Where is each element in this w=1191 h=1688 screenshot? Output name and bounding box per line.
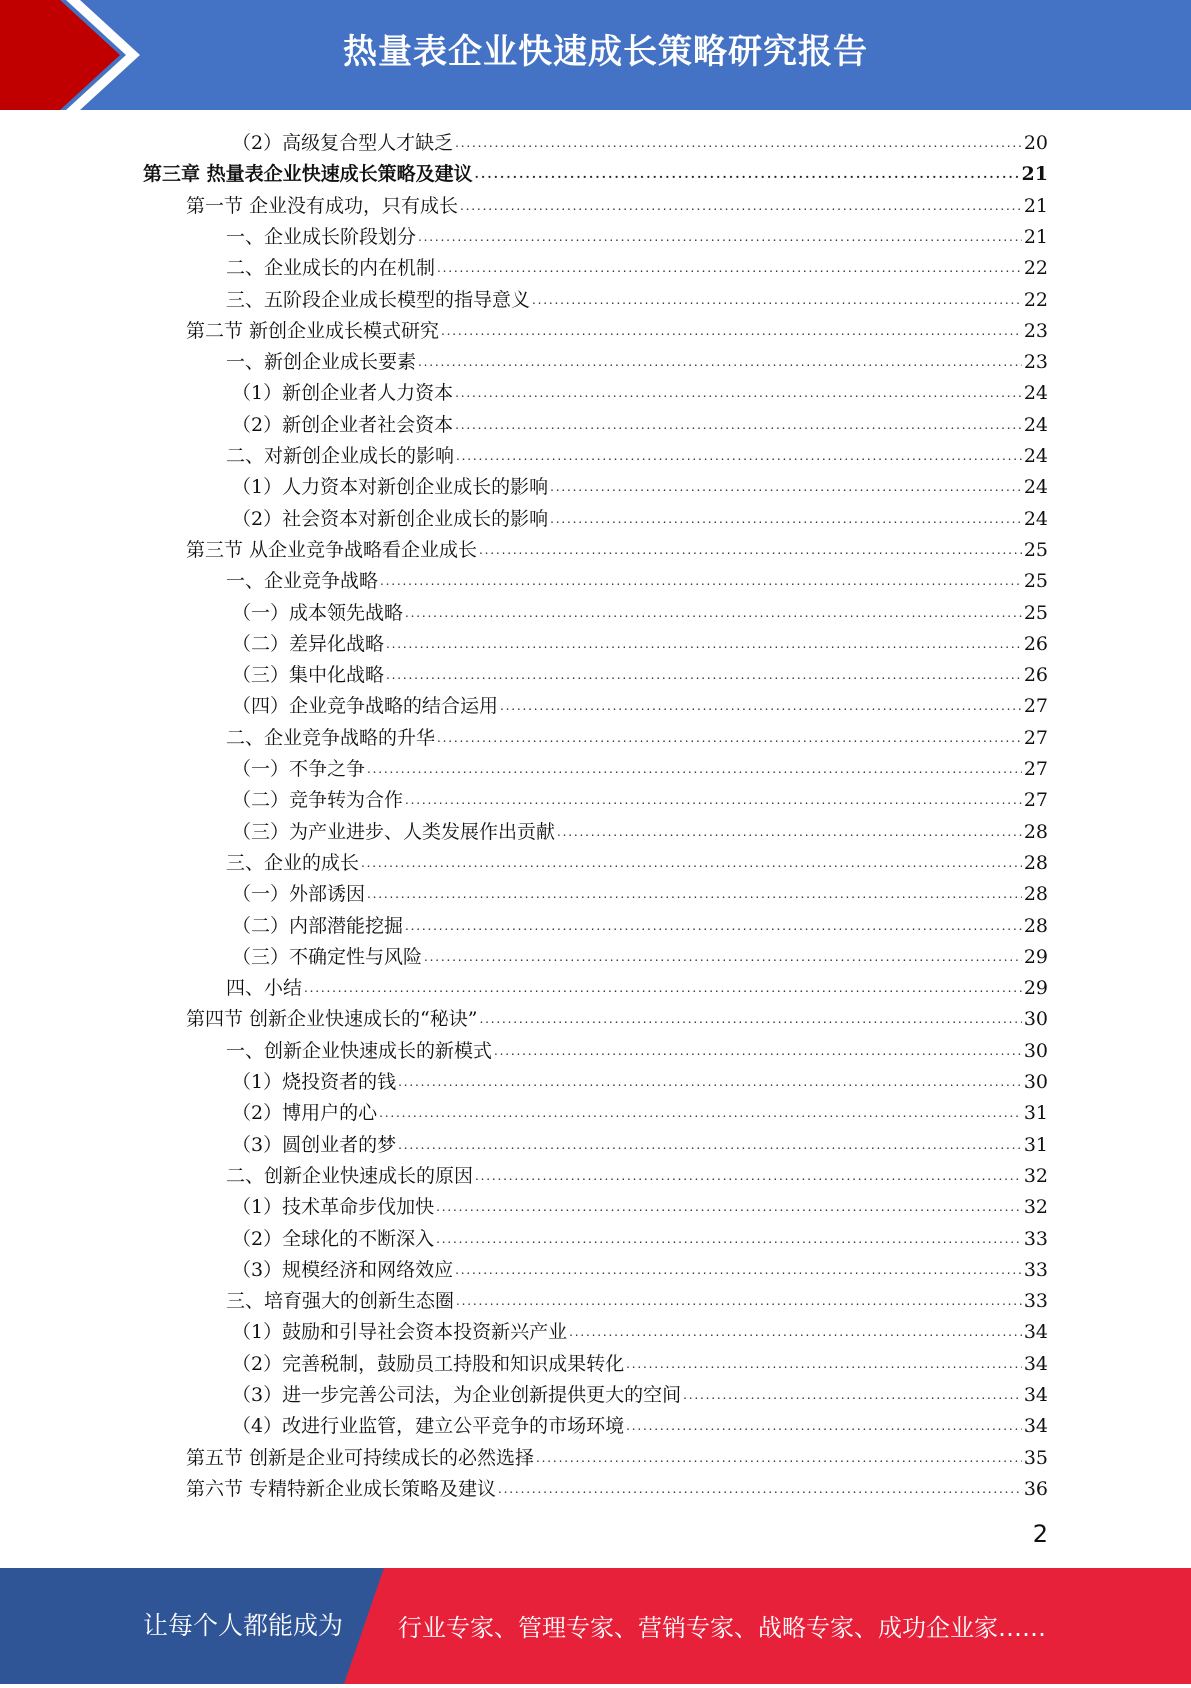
toc-entry-label: （三）不确定性与风险 xyxy=(232,945,423,968)
toc-entry-label: （一）外部诱因 xyxy=(232,883,366,906)
toc-entry-label: （二）差异化战略 xyxy=(232,632,385,655)
toc-entry-label: （2）新创企业者社会资本 xyxy=(232,413,454,436)
toc-entry-label: 二、企业成长的内在机制 xyxy=(226,257,436,280)
toc-entry-label: （2）全球化的不断深入 xyxy=(232,1227,435,1250)
toc-entry-label: 第四节 创新企业快速成长的“秘诀” xyxy=(186,1008,478,1031)
toc-entry-page-number: 27 xyxy=(1023,726,1048,749)
toc-entry[interactable] xyxy=(232,691,1048,722)
toc-dot-leader xyxy=(436,1222,1022,1255)
toc-entry[interactable] xyxy=(232,1130,1048,1161)
toc-entry[interactable] xyxy=(226,973,1048,1004)
toc-dot-leader xyxy=(479,533,1022,566)
toc-dot-leader xyxy=(683,1378,1022,1411)
toc-entry-page-number: 30 xyxy=(1023,1039,1048,1062)
footer-banner xyxy=(0,1568,1191,1684)
toc-dot-leader xyxy=(479,1002,1021,1035)
toc-entry-page-number: 25 xyxy=(1023,601,1048,624)
toc-entry-label: （2）高级复合型人才缺乏 xyxy=(232,132,454,154)
toc-entry[interactable] xyxy=(232,879,1048,910)
toc-entry-label: 第三章 热量表企业快速成长策略及建议 xyxy=(143,163,473,186)
toc-entry[interactable] xyxy=(232,1098,1048,1129)
toc-entry[interactable] xyxy=(232,754,1048,785)
toc-entry[interactable] xyxy=(186,316,1048,347)
toc-entry-page-number: 24 xyxy=(1023,445,1048,467)
toc-entry[interactable] xyxy=(226,253,1048,284)
toc-entry-page-number: 34 xyxy=(1023,1415,1048,1438)
toc-entry-page-number: 27 xyxy=(1023,695,1048,718)
toc-entry-label: 第六节 专精特新企业成长策略及建议 xyxy=(186,1477,497,1500)
toc-entry[interactable] xyxy=(232,1349,1048,1380)
toc-entry-page-number: 34 xyxy=(1023,1321,1048,1344)
toc-entry[interactable] xyxy=(232,472,1048,503)
toc-entry[interactable] xyxy=(226,222,1048,253)
toc-entry[interactable] xyxy=(186,535,1048,566)
toc-dot-leader xyxy=(460,189,1022,222)
toc-entry[interactable] xyxy=(226,848,1048,879)
toc-entry-page-number: 23 xyxy=(1023,319,1048,342)
toc-entry-label: （3）规模经济和网络效应 xyxy=(232,1258,454,1281)
toc-entry-page-number: 25 xyxy=(1023,538,1048,561)
toc-entry-page-number: 30 xyxy=(1023,1071,1048,1093)
toc-entry-label: （4）改进行业监管，建立公平竞争的市场环境 xyxy=(232,1415,625,1438)
toc-dot-leader xyxy=(550,470,1022,503)
footer-slogan-left: 让每个人都能成为 xyxy=(143,1611,344,1640)
toc-entry-page-number: 28 xyxy=(1023,883,1048,906)
toc-entry[interactable] xyxy=(232,629,1048,660)
toc-entry-label: 一、企业竞争战略 xyxy=(226,570,379,593)
toc-entry-page-number: 33 xyxy=(1023,1290,1048,1313)
toc-dot-leader xyxy=(532,283,1022,316)
toc-entry-page-number: 33 xyxy=(1023,1227,1048,1250)
toc-dot-leader xyxy=(626,1409,1022,1442)
toc-entry-label: （二）竞争转为合作 xyxy=(232,789,404,812)
toc-entry-page-number: 34 xyxy=(1023,1384,1048,1406)
toc-entry-label: （2）博用户的心 xyxy=(232,1102,378,1125)
toc-entry[interactable] xyxy=(232,1380,1048,1411)
toc-dot-leader xyxy=(550,502,1022,535)
toc-entry-page-number: 29 xyxy=(1023,945,1048,968)
toc-entry[interactable] xyxy=(232,378,1048,409)
toc-entry-label: 四、小结 xyxy=(226,977,303,1000)
toc-dot-leader xyxy=(380,564,1022,597)
toc-dot-leader xyxy=(456,439,1022,472)
toc-dot-leader xyxy=(455,1253,1022,1286)
toc-dot-leader xyxy=(367,752,1022,785)
toc-entry[interactable] xyxy=(232,785,1048,816)
toc-entry-page-number: 28 xyxy=(1023,851,1048,874)
toc-entry-label: 一、创新企业快速成长的新模式 xyxy=(226,1039,493,1062)
toc-entry-page-number: 35 xyxy=(1023,1446,1048,1469)
toc-entry-label: 第五节 创新是企业可持续成长的必然选择 xyxy=(186,1446,535,1469)
toc-entry-label: 三、五阶段企业成长模型的指导意义 xyxy=(226,288,531,311)
toc-dot-leader xyxy=(437,721,1022,754)
toc-entry-label: 二、企业竞争战略的升华 xyxy=(226,726,436,749)
toc-entry-label: （四）企业竞争战略的结合运用 xyxy=(232,695,499,718)
toc-entry-page-number: 36 xyxy=(1023,1477,1048,1500)
toc-dot-leader xyxy=(405,783,1022,816)
toc-entry-page-number: 30 xyxy=(1023,1008,1048,1031)
toc-entry-page-number: 21 xyxy=(1023,225,1048,248)
toc-dot-leader xyxy=(475,157,1020,190)
toc-entry-page-number: 21 xyxy=(1021,163,1048,186)
toc-dot-leader xyxy=(379,1096,1022,1129)
toc-dot-leader xyxy=(386,627,1022,660)
toc-entry[interactable] xyxy=(232,660,1048,691)
toc-entry-page-number: 25 xyxy=(1023,570,1048,593)
toc-entry-label: （1）人力资本对新创企业成长的影响 xyxy=(232,476,549,499)
document-title: 热量表企业快速成长策略研究报告 xyxy=(343,32,868,72)
toc-dot-leader xyxy=(398,1065,1022,1098)
toc-entry-page-number: 28 xyxy=(1023,820,1048,843)
toc-entry-page-number: 31 xyxy=(1023,1133,1048,1156)
toc-entry-label: （三）集中化战略 xyxy=(232,664,385,687)
toc-dot-leader xyxy=(418,220,1022,253)
toc-dot-leader xyxy=(569,1315,1022,1348)
toc-entry-page-number: 33 xyxy=(1023,1258,1048,1281)
toc-dot-leader xyxy=(500,689,1022,722)
toc-entry-label: 第一节 企业没有成功，只有成长 xyxy=(186,194,459,217)
toc-entry[interactable] xyxy=(232,128,1048,159)
toc-entry-label: （一）成本领先战略 xyxy=(232,601,404,624)
toc-entry-label: （1）鼓励和引导社会资本投资新兴产业 xyxy=(232,1321,568,1344)
toc-dot-leader xyxy=(626,1347,1022,1380)
toc-entry[interactable] xyxy=(232,942,1048,973)
toc-entry-page-number: 26 xyxy=(1023,664,1048,687)
toc-entry[interactable] xyxy=(232,1255,1048,1286)
toc-dot-leader xyxy=(436,1190,1022,1223)
toc-entry-label: （2）社会资本对新创企业成长的影响 xyxy=(232,507,549,530)
toc-dot-leader xyxy=(455,376,1022,409)
toc-entry[interactable] xyxy=(232,1224,1048,1255)
toc-entry-page-number: 24 xyxy=(1023,476,1048,499)
toc-entry-page-number: 34 xyxy=(1023,1352,1048,1375)
toc-entry-page-number: 27 xyxy=(1023,789,1048,812)
toc-entry-label: 第二节 新创企业成长模式研究 xyxy=(186,319,440,342)
toc-dot-leader xyxy=(437,251,1022,284)
toc-dot-leader xyxy=(424,940,1022,973)
toc-entry-label: （2）完善税制，鼓励员工持股和知识成果转化 xyxy=(232,1352,625,1375)
toc-entry[interactable] xyxy=(232,1067,1048,1098)
toc-entry[interactable] xyxy=(226,1161,1048,1192)
toc-entry-label: （一）不争之争 xyxy=(232,758,366,780)
toc-dot-leader xyxy=(494,1034,1022,1067)
toc-entry-label: （3）圆创业者的梦 xyxy=(232,1133,397,1156)
toc-dot-leader xyxy=(405,909,1022,942)
toc-dot-leader xyxy=(475,1159,1022,1192)
toc-dot-leader xyxy=(455,408,1022,441)
toc-entry-page-number: 31 xyxy=(1023,1102,1048,1125)
toc-entry[interactable] xyxy=(186,191,1048,222)
toc-entry-page-number: 24 xyxy=(1023,413,1048,436)
toc-entry[interactable] xyxy=(226,285,1048,316)
toc-entry-label: （三）为产业进步、人类发展作出贡献 xyxy=(232,820,556,843)
toc-dot-leader xyxy=(367,877,1022,910)
toc-entry[interactable] xyxy=(226,566,1048,597)
toc-entry[interactable] xyxy=(226,347,1048,378)
toc-entry-page-number: 27 xyxy=(1023,758,1048,780)
toc-entry-page-number: 24 xyxy=(1023,382,1048,405)
toc-entry-label: （1）新创企业者人力资本 xyxy=(232,382,454,405)
toc-dot-leader xyxy=(361,846,1022,879)
toc-entry[interactable] xyxy=(226,1286,1048,1317)
toc-dot-leader xyxy=(536,1441,1022,1474)
toc-dot-leader xyxy=(405,596,1022,629)
toc-entry-label: 一、企业成长阶段划分 xyxy=(226,225,417,248)
toc-entry-page-number: 22 xyxy=(1023,257,1048,280)
toc-entry[interactable] xyxy=(226,441,1048,472)
toc-entry-label: （3）进一步完善公司法，为企业创新提供更大的空间 xyxy=(232,1384,682,1406)
toc-entry-page-number: 21 xyxy=(1023,194,1048,217)
toc-entry-label: 三、培育强大的创新生态圈 xyxy=(226,1290,455,1313)
toc-dot-leader xyxy=(557,815,1022,848)
toc-entry[interactable] xyxy=(186,1004,1048,1035)
toc-entry[interactable] xyxy=(232,817,1048,848)
toc-entry[interactable] xyxy=(226,723,1048,754)
toc-entry[interactable] xyxy=(232,1192,1048,1223)
toc-dot-leader xyxy=(498,1472,1022,1505)
toc-entry[interactable] xyxy=(232,410,1048,441)
toc-dot-leader xyxy=(398,1128,1022,1161)
footer-slogan-right: 行业专家、管理专家、营销专家、战略专家、成功企业家…… xyxy=(398,1614,1046,1642)
toc-entry[interactable] xyxy=(186,1443,1048,1474)
toc-entry-label: 第三节 从企业竞争战略看企业成长 xyxy=(186,538,478,561)
header-banner xyxy=(0,0,1191,110)
toc-dot-leader xyxy=(386,658,1022,691)
toc-entry[interactable] xyxy=(232,598,1048,629)
toc-entry-page-number: 24 xyxy=(1023,507,1048,530)
toc-entry[interactable] xyxy=(232,504,1048,535)
toc-entry-label: （1）烧投资者的钱 xyxy=(232,1071,397,1093)
toc-entry-page-number: 26 xyxy=(1023,632,1048,655)
toc-dot-leader xyxy=(441,314,1022,347)
toc-entry[interactable] xyxy=(232,1411,1048,1442)
toc-entry[interactable] xyxy=(143,159,1048,190)
toc-dot-leader xyxy=(418,345,1022,378)
toc-entry-label: （二）内部潜能挖掘 xyxy=(232,914,404,937)
toc-dot-leader xyxy=(456,1284,1022,1317)
toc-dot-leader xyxy=(304,971,1022,1004)
toc-entry-page-number: 32 xyxy=(1023,1164,1048,1187)
toc-entry-page-number: 32 xyxy=(1023,1196,1048,1219)
toc-dot-leader xyxy=(455,126,1022,159)
toc-entry[interactable] xyxy=(186,1474,1048,1505)
toc-entry[interactable] xyxy=(232,1317,1048,1348)
toc-entry-label: 三、企业的成长 xyxy=(226,851,360,874)
toc-entry-label: 一、新创企业成长要素 xyxy=(226,351,417,374)
toc-entry-page-number: 28 xyxy=(1023,914,1048,937)
toc-entry[interactable] xyxy=(232,911,1048,942)
toc-entry-label: （1）技术革命步伐加快 xyxy=(232,1196,435,1219)
toc-entry-page-number: 23 xyxy=(1023,351,1048,374)
toc-entry-label: 二、对新创企业成长的影响 xyxy=(226,445,455,467)
toc-entry-label: 二、创新企业快速成长的原因 xyxy=(226,1164,474,1187)
toc-entry-page-number: 29 xyxy=(1023,977,1048,1000)
toc-entry[interactable] xyxy=(226,1036,1048,1067)
page-number: 2 xyxy=(1032,1520,1048,1548)
toc-entry-page-number: 22 xyxy=(1023,288,1048,311)
toc-entry-page-number: 20 xyxy=(1023,132,1048,154)
